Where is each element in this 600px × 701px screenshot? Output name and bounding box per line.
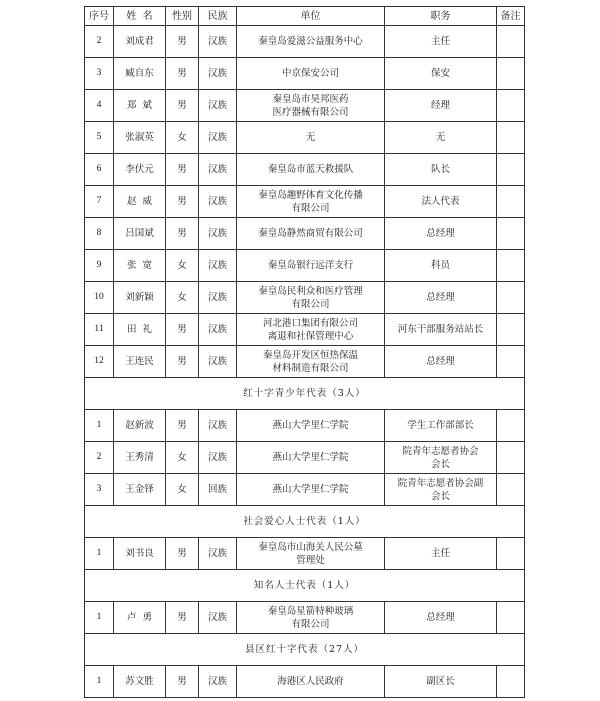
cell-name: 李伏元 bbox=[114, 154, 166, 186]
table-row bbox=[85, 442, 525, 474]
cell-position: 队长 bbox=[385, 154, 497, 186]
cell-remark bbox=[497, 186, 525, 218]
cell-remark bbox=[497, 26, 525, 58]
cell-name: 赵新波 bbox=[114, 410, 166, 442]
cell-position: 科员 bbox=[385, 250, 497, 282]
cell-gender: 男 bbox=[166, 154, 199, 186]
cell-remark bbox=[497, 602, 525, 634]
cell-ethnicity: 汉族 bbox=[199, 282, 237, 314]
cell-gender: 女 bbox=[166, 442, 199, 474]
header-position: 职务 bbox=[385, 7, 497, 26]
header-name: 姓 名 bbox=[114, 7, 166, 26]
cell-number: 12 bbox=[85, 346, 114, 378]
cell-number: 9 bbox=[85, 250, 114, 282]
cell-number: 1 bbox=[85, 602, 114, 634]
cell-remark bbox=[497, 122, 525, 154]
cell-name: 刘新颖 bbox=[114, 282, 166, 314]
cell-ethnicity: 汉族 bbox=[199, 442, 237, 474]
cell-unit: 河北港口集团有限公司 离退和社保管理中心 bbox=[237, 314, 385, 346]
section-heading-row bbox=[85, 634, 525, 666]
table-row bbox=[85, 666, 525, 698]
section-title: 知名人士代表（1人） bbox=[85, 570, 525, 602]
cell-gender: 男 bbox=[166, 90, 199, 122]
table-row bbox=[85, 154, 525, 186]
section-heading-row bbox=[85, 378, 525, 410]
cell-position: 法人代表 bbox=[385, 186, 497, 218]
cell-position: 总经理 bbox=[385, 602, 497, 634]
cell-remark bbox=[497, 58, 525, 90]
cell-position: 经理 bbox=[385, 90, 497, 122]
cell-number: 1 bbox=[85, 410, 114, 442]
cell-number: 10 bbox=[85, 282, 114, 314]
table-row bbox=[85, 122, 525, 154]
cell-gender: 男 bbox=[166, 26, 199, 58]
cell-number: 3 bbox=[85, 474, 114, 506]
cell-position: 副区长 bbox=[385, 666, 497, 698]
cell-position: 主任 bbox=[385, 538, 497, 570]
section-title: 红十字青少年代表（3人） bbox=[85, 378, 525, 410]
cell-remark bbox=[497, 250, 525, 282]
cell-gender: 男 bbox=[166, 410, 199, 442]
cell-remark bbox=[497, 314, 525, 346]
cell-name: 田 礼 bbox=[114, 314, 166, 346]
cell-number: 5 bbox=[85, 122, 114, 154]
cell-name: 苏文胜 bbox=[114, 666, 166, 698]
cell-ethnicity: 汉族 bbox=[199, 538, 237, 570]
cell-unit: 秦皇岛星箭特种玻璃 有限公司 bbox=[237, 602, 385, 634]
cell-number: 1 bbox=[85, 538, 114, 570]
table-row bbox=[85, 314, 525, 346]
cell-remark bbox=[497, 218, 525, 250]
cell-name: 赵 威 bbox=[114, 186, 166, 218]
table-row bbox=[85, 346, 525, 378]
section-heading-row bbox=[85, 506, 525, 538]
cell-unit: 秦皇岛开发区恒热保温 材料制造有限公司 bbox=[237, 346, 385, 378]
cell-position: 无 bbox=[385, 122, 497, 154]
cell-ethnicity: 汉族 bbox=[199, 186, 237, 218]
cell-ethnicity: 汉族 bbox=[199, 122, 237, 154]
cell-name: 刘成君 bbox=[114, 26, 166, 58]
section-title: 社会爱心人士代表（1人） bbox=[85, 506, 525, 538]
cell-name: 臧自东 bbox=[114, 58, 166, 90]
cell-remark bbox=[497, 90, 525, 122]
cell-unit: 秦皇岛爱滋公益服务中心 bbox=[237, 26, 385, 58]
cell-gender: 男 bbox=[166, 538, 199, 570]
section-title: 县区红十字代表（27人） bbox=[85, 634, 525, 666]
cell-unit: 秦皇岛市昊邦医药 医疗器械有限公司 bbox=[237, 90, 385, 122]
cell-number: 7 bbox=[85, 186, 114, 218]
cell-ethnicity: 汉族 bbox=[199, 58, 237, 90]
cell-ethnicity: 回族 bbox=[199, 474, 237, 506]
cell-gender: 男 bbox=[166, 218, 199, 250]
cell-remark bbox=[497, 442, 525, 474]
table-row bbox=[85, 26, 525, 58]
cell-name: 王秀清 bbox=[114, 442, 166, 474]
cell-gender: 男 bbox=[166, 186, 199, 218]
section-heading-row bbox=[85, 570, 525, 602]
cell-ethnicity: 汉族 bbox=[199, 602, 237, 634]
table-row bbox=[85, 282, 525, 314]
roster-body bbox=[85, 26, 525, 698]
cell-gender: 女 bbox=[166, 122, 199, 154]
cell-name: 王连民 bbox=[114, 346, 166, 378]
cell-position: 总经理 bbox=[385, 346, 497, 378]
cell-name: 王金铎 bbox=[114, 474, 166, 506]
header-number: 序号 bbox=[85, 7, 114, 26]
header-row bbox=[85, 7, 525, 26]
cell-number: 2 bbox=[85, 442, 114, 474]
table-row bbox=[85, 218, 525, 250]
cell-unit: 秦皇岛银行远洋支行 bbox=[237, 250, 385, 282]
cell-unit: 无 bbox=[237, 122, 385, 154]
cell-gender: 男 bbox=[166, 314, 199, 346]
cell-ethnicity: 汉族 bbox=[199, 410, 237, 442]
cell-unit: 海港区人民政府 bbox=[237, 666, 385, 698]
cell-position: 总经理 bbox=[385, 282, 497, 314]
cell-number: 11 bbox=[85, 314, 114, 346]
cell-gender: 女 bbox=[166, 282, 199, 314]
cell-unit: 秦皇岛趣野体育文化传播 有限公司 bbox=[237, 186, 385, 218]
cell-gender: 男 bbox=[166, 346, 199, 378]
cell-remark bbox=[497, 346, 525, 378]
cell-ethnicity: 汉族 bbox=[199, 250, 237, 282]
cell-unit: 燕山大学里仁学院 bbox=[237, 410, 385, 442]
cell-gender: 女 bbox=[166, 250, 199, 282]
cell-position: 保安 bbox=[385, 58, 497, 90]
cell-number: 3 bbox=[85, 58, 114, 90]
cell-position: 河东干部服务站站长 bbox=[385, 314, 497, 346]
cell-remark bbox=[497, 154, 525, 186]
cell-number: 1 bbox=[85, 666, 114, 698]
roster-table bbox=[84, 6, 525, 698]
header-remark: 备注 bbox=[497, 7, 525, 26]
header-gender: 性别 bbox=[166, 7, 199, 26]
cell-number: 4 bbox=[85, 90, 114, 122]
cell-remark bbox=[497, 410, 525, 442]
cell-number: 6 bbox=[85, 154, 114, 186]
cell-ethnicity: 汉族 bbox=[199, 26, 237, 58]
cell-ethnicity: 汉族 bbox=[199, 314, 237, 346]
cell-gender: 男 bbox=[166, 666, 199, 698]
cell-name: 张淑英 bbox=[114, 122, 166, 154]
cell-unit: 秦皇岛静然商贸有限公司 bbox=[237, 218, 385, 250]
cell-remark bbox=[497, 538, 525, 570]
cell-gender: 女 bbox=[166, 474, 199, 506]
table-row bbox=[85, 602, 525, 634]
cell-gender: 男 bbox=[166, 58, 199, 90]
cell-remark bbox=[497, 474, 525, 506]
cell-name: 卢 勇 bbox=[114, 602, 166, 634]
cell-unit: 秦皇岛市蓝天救援队 bbox=[237, 154, 385, 186]
cell-ethnicity: 汉族 bbox=[199, 346, 237, 378]
table-row bbox=[85, 410, 525, 442]
cell-gender: 男 bbox=[166, 602, 199, 634]
cell-unit: 中京保安公司 bbox=[237, 58, 385, 90]
cell-unit: 燕山大学里仁学院 bbox=[237, 474, 385, 506]
table-row bbox=[85, 90, 525, 122]
cell-position: 总经理 bbox=[385, 218, 497, 250]
cell-position: 院青年志愿者协会 会长 bbox=[385, 442, 497, 474]
cell-remark bbox=[497, 666, 525, 698]
cell-ethnicity: 汉族 bbox=[199, 666, 237, 698]
header-unit: 单位 bbox=[237, 7, 385, 26]
table-row bbox=[85, 186, 525, 218]
cell-position: 主任 bbox=[385, 26, 497, 58]
cell-unit: 秦皇岛市山海关人民公墓 管理处 bbox=[237, 538, 385, 570]
table-row bbox=[85, 58, 525, 90]
cell-unit: 燕山大学里仁学院 bbox=[237, 442, 385, 474]
cell-name: 郑 斌 bbox=[114, 90, 166, 122]
cell-name: 张 宽 bbox=[114, 250, 166, 282]
table-row bbox=[85, 474, 525, 506]
cell-name: 吕国斌 bbox=[114, 218, 166, 250]
cell-ethnicity: 汉族 bbox=[199, 218, 237, 250]
cell-number: 2 bbox=[85, 26, 114, 58]
cell-ethnicity: 汉族 bbox=[199, 154, 237, 186]
cell-unit: 秦皇岛民利众和医疗管理 有限公司 bbox=[237, 282, 385, 314]
header-ethnicity: 民族 bbox=[199, 7, 237, 26]
cell-name: 刘书良 bbox=[114, 538, 166, 570]
cell-number: 8 bbox=[85, 218, 114, 250]
cell-position: 学生工作部部长 bbox=[385, 410, 497, 442]
table-row bbox=[85, 538, 525, 570]
cell-ethnicity: 汉族 bbox=[199, 90, 237, 122]
cell-remark bbox=[497, 282, 525, 314]
table-row bbox=[85, 250, 525, 282]
cell-position: 院青年志愿者协会副 会长 bbox=[385, 474, 497, 506]
